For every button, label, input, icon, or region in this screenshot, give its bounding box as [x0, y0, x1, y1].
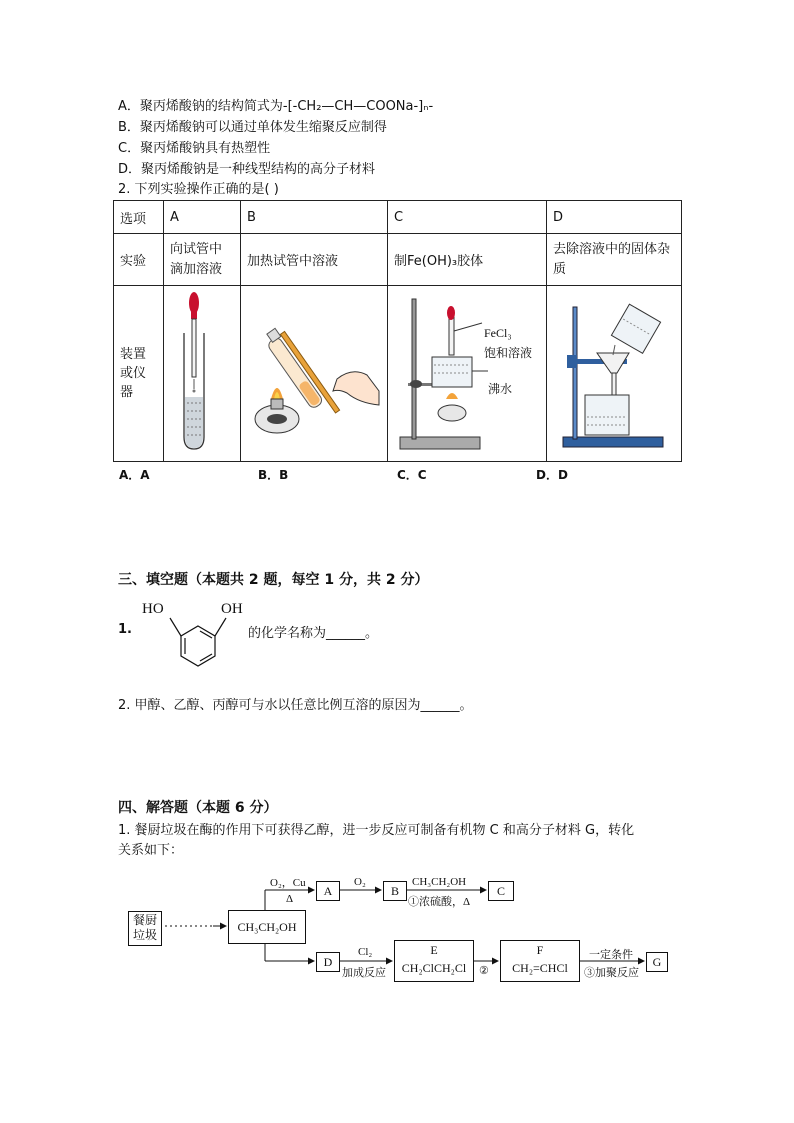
s3-q2-text: 2. 甲醇、乙醇、丙醇可与水以任意比例互溶的原因为______。 — [118, 698, 473, 713]
q2-stem: 2. 下列实验操作正确的是( ) — [118, 182, 279, 197]
answer-c: C．C — [397, 468, 427, 482]
header-a: A — [164, 201, 241, 234]
node-d: D — [316, 952, 340, 972]
s4-q1-line1: 1. 餐厨垃圾在酶的作用下可获得乙醇，进一步反应可制备有机物 C 和高分子材料 G，转化 — [118, 823, 635, 838]
cond-polymer: ③加聚反应 — [584, 967, 639, 979]
header-b: B — [241, 201, 388, 234]
cond-delta: Δ — [286, 893, 294, 905]
oh-label: OH — [221, 601, 243, 617]
node-f-formula: CH₂=CHCl — [512, 961, 568, 975]
node-g: G — [646, 952, 668, 972]
experiment-d: 去除溶液中的固体杂质 — [547, 234, 682, 286]
option-b: B．聚丙烯酸钠可以通过单体发生缩聚反应制得 — [118, 120, 387, 135]
cond-o2: O₂ — [354, 876, 366, 888]
option-a: A．聚丙烯酸钠的结构简式为-[-CH₂—CH—COONa-]ₙ- — [118, 99, 434, 114]
node-e-formula: CH₂ClCH₂Cl — [401, 961, 467, 975]
node-ethanol: CH₃CH₂OH — [228, 910, 306, 944]
experiment-c: 制Fe(OH)₃胶体 — [388, 234, 547, 286]
node-kitchen-waste: 餐厨垃圾 — [128, 911, 162, 946]
node-e — [394, 940, 474, 982]
row-label-device: 装置或仪器 — [114, 286, 164, 462]
option-d: D．聚丙烯酸钠是一种线型结构的高分子材料 — [118, 162, 376, 177]
label-fecl3: FeCl₃ — [484, 326, 512, 340]
label-saturated-solution: 饱和溶液 — [484, 346, 533, 360]
s4-q1-line2: 关系如下： — [118, 843, 184, 858]
header-c: C — [388, 201, 547, 234]
ho-label: HO — [142, 601, 164, 617]
experiment-a: 向试管中滴加溶液 — [164, 234, 241, 286]
header-option: 选项 — [114, 201, 164, 234]
cond-addition: 加成反应 — [342, 967, 386, 979]
cond-o2-cu: O₂，Cu — [270, 877, 306, 889]
answer-a: A．A — [119, 468, 150, 482]
answer-d: D．D — [536, 468, 568, 482]
cond-h2so4: ①浓硫酸，Δ — [408, 896, 471, 908]
s3-q1-number: 1. — [118, 622, 132, 637]
cond-ethanol: CH₃CH₂OH — [412, 876, 467, 888]
label-boiling-water: 沸水 — [488, 382, 513, 396]
node-e-name: E — [430, 943, 438, 957]
header-d: D — [547, 201, 682, 234]
node-c: C — [488, 881, 514, 901]
option-c: C．聚丙烯酸钠具有热塑性 — [118, 141, 271, 156]
s3-q1-text: 的化学名称为______。 — [248, 626, 379, 641]
node-f — [500, 940, 580, 982]
node-a: A — [316, 881, 340, 901]
experiment-b: 加热试管中溶液 — [241, 234, 388, 286]
cond-cl2: Cl₂ — [358, 946, 373, 958]
section3-title: 三、填空题（本题共 2 题，每空 1 分，共 2 分） — [118, 572, 429, 588]
cond-certain: 一定条件 — [589, 949, 633, 961]
answer-b: B．B — [258, 468, 289, 482]
node-f-name: F — [536, 943, 544, 957]
cond-step2: ② — [479, 965, 489, 977]
node-b: B — [383, 881, 407, 901]
row-label-experiment: 实验 — [114, 234, 164, 286]
section4-title: 四、解答题（本题 6 分） — [118, 800, 278, 816]
